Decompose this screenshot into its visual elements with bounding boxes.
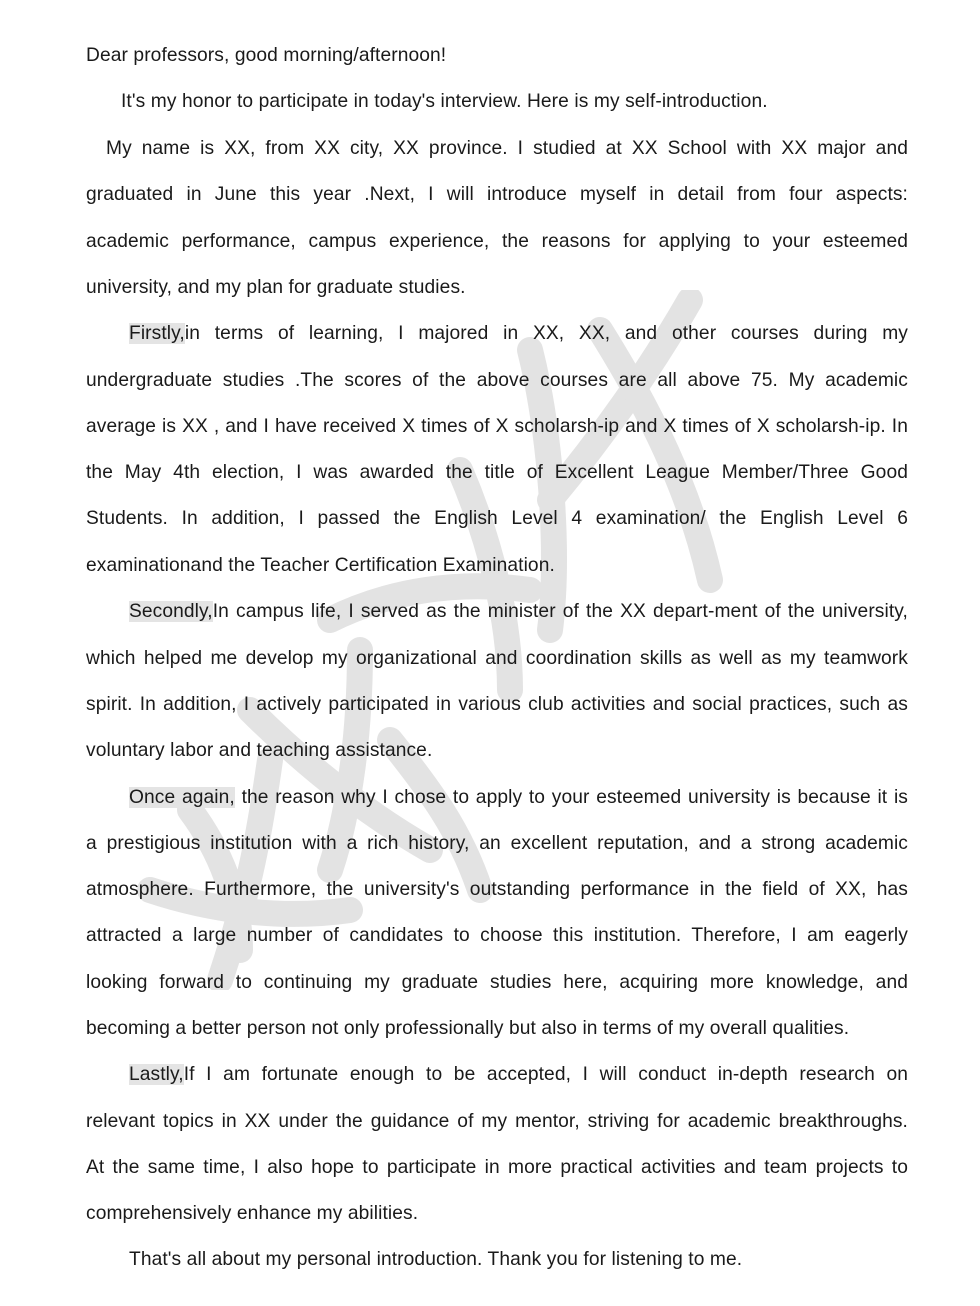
paragraph-4-first-rest: the reason why I chose to apply to your esteemed university is because it is <box>234 787 909 808</box>
paragraph-4-line: attracted a large number of candidates to choose this institution. Therefore, I am eagerly <box>86 925 908 946</box>
paragraph-5-lead: Lastly, <box>129 1064 184 1085</box>
paragraph-3-line: which helped me develop my organizational and coordination skills as well as my teamwork <box>86 648 908 669</box>
paragraph-4-first-line <box>86 784 908 812</box>
paragraph-2-line: undergraduate studies .The scores of the above courses are all above 75. My academic <box>86 370 908 391</box>
paragraph-3-first-line <box>86 598 908 626</box>
paragraph-5-first-rest: If I am fortunate enough to be accepted, I will conduct in-depth research on <box>183 1064 908 1085</box>
paragraph-5-line: comprehensively enhance my abilities. <box>86 1203 419 1224</box>
paragraph-5-line: At the same time, I also hope to participate in more practical activities and team projects to <box>86 1157 908 1178</box>
paragraph-2-line: the May 4th election, I was awarded the title of Excellent League Member/Three Good <box>86 462 908 483</box>
paragraph-4-line: becoming a better person not only professionally but also in terms of my overall qualities. <box>86 1018 850 1039</box>
paragraph-1-line: university, and my plan for graduate studies. <box>86 277 466 298</box>
paragraph-2-first-line <box>86 320 908 348</box>
closing-line: That's all about my personal introduction. Thank you for listening to me. <box>129 1249 743 1270</box>
paragraph-1-line: graduated in June this year .Next, I will introduce myself in detail from four aspects: <box>86 184 908 205</box>
paragraph-2-line: Students. In addition, I passed the English Level 4 examination/ the English Level 6 <box>86 508 908 529</box>
paragraph-4-line: atmosphere. Furthermore, the university's outstanding performance in the field of XX, has <box>86 879 908 900</box>
paragraph-2-line: average is XX , and I have received X times of X scholarsh-ip and X times of X scholarsh-ip. In <box>86 416 908 437</box>
paragraph-2-first-rest: in terms of learning, I majored in XX, XX, and other courses during my <box>184 323 908 344</box>
paragraph-3-lead: Secondly, <box>129 601 213 622</box>
intro-line: It's my honor to participate in today's interview. Here is my self-introduction. <box>121 91 768 112</box>
paragraph-3-line: spirit. In addition, I actively participated in various club activities and social practices, such as <box>86 694 908 715</box>
paragraph-3-first-rest: In campus life, I served as the minister of the XX depart-ment of the university, <box>212 601 908 622</box>
paragraph-1-line: academic performance, campus experience, the reasons for applying to your esteemed <box>86 231 908 252</box>
paragraph-1-line: My name is XX, from XX city, XX province. I studied at XX School with XX major and <box>106 138 908 159</box>
paragraph-2-lead: Firstly, <box>129 323 185 344</box>
greeting-line: Dear professors, good morning/afternoon! <box>86 45 447 66</box>
paragraph-4-lead: Once again, <box>129 787 235 808</box>
paragraph-2-line: examinationand the Teacher Certification Examination. <box>86 555 555 576</box>
paragraph-4-line: a prestigious institution with a rich history, an excellent reputation, and a strong academic <box>86 833 908 854</box>
paragraph-5-line: relevant topics in XX under the guidance of my mentor, striving for academic breakthroughs. <box>86 1111 908 1132</box>
paragraph-5-first-line <box>86 1061 908 1089</box>
paragraph-3-line: voluntary labor and teaching assistance. <box>86 740 433 761</box>
paragraph-4-line: looking forward to continuing my graduate studies here, acquiring more knowledge, and <box>86 972 908 993</box>
